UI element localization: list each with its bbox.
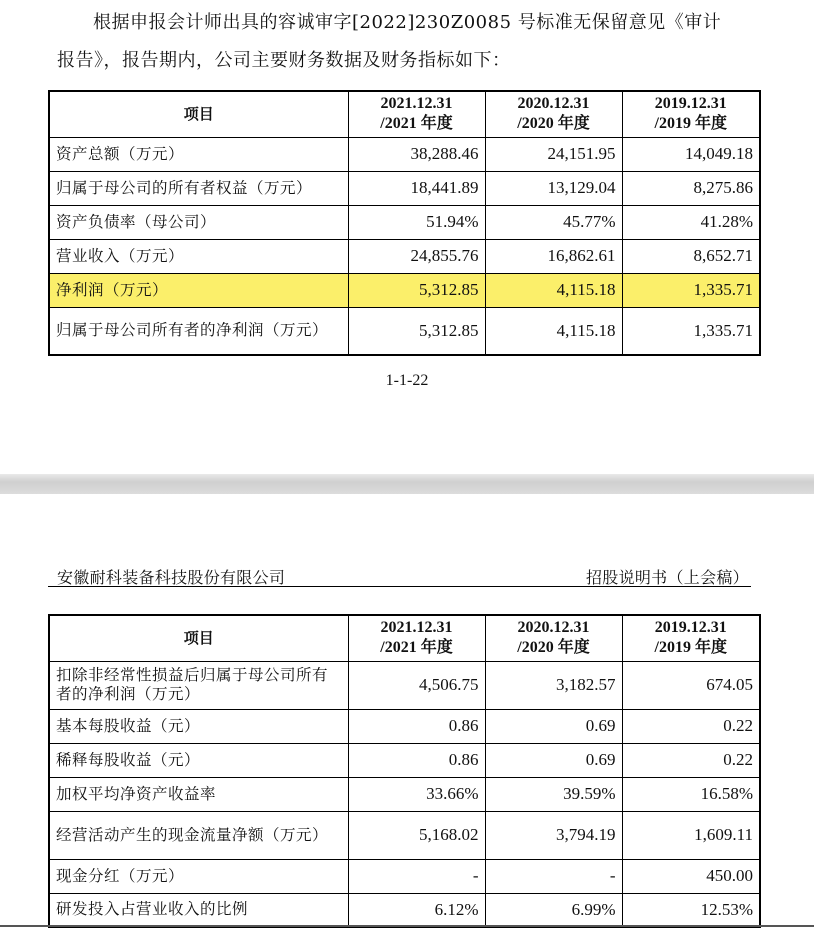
col-header-2019 [622, 91, 760, 137]
table-row [49, 661, 760, 709]
table-row [49, 777, 760, 811]
col-2019-date: 2019.12.31 [654, 95, 727, 113]
col-2021-date: 2021.12.31 [380, 619, 453, 637]
cell-2019: 674.05 [622, 661, 760, 709]
cell-2021: 18,441.89 [348, 171, 485, 205]
cell-2020: 3,794.19 [485, 811, 622, 859]
intro-line-2: 报告》，报告期内，公司主要财务数据及财务指标如下： [57, 50, 511, 71]
cell-2021: 0.86 [348, 709, 485, 743]
document-type: 招股说明书（上会稿） [585, 568, 749, 587]
table-row [49, 743, 760, 777]
cell-2019: 14,049.18 [622, 137, 760, 171]
table-row-highlighted [49, 273, 760, 307]
col-2021-year: /2021 年度 [380, 639, 453, 657]
row-label: 资产总额（万元） [49, 137, 348, 171]
cell-2020: 4,115.18 [485, 307, 622, 355]
col-2020-date: 2020.12.31 [517, 95, 590, 113]
financial-table-1 [48, 90, 761, 356]
cell-2019: 1,609.11 [622, 811, 760, 859]
row-label: 资产负债率（母公司） [49, 205, 348, 239]
cell-2020: 3,182.57 [485, 661, 622, 709]
cell-2021: 6.12% [348, 893, 485, 927]
page-gap [0, 474, 814, 494]
row-label: 经营活动产生的现金流量净额（万元） [49, 811, 348, 859]
intro-line-1: 根据申报会计师出具的容诚审字[2022]230Z0085 号标准无保留意见《审计 [93, 12, 722, 33]
cell-2019: 1,335.71 [622, 273, 760, 307]
col-2020-date: 2020.12.31 [517, 619, 590, 637]
table-row [49, 709, 760, 743]
table-header-row [49, 615, 760, 661]
financial-table-2 [48, 614, 761, 928]
cell-2019: 12.53% [622, 893, 760, 927]
cell-2021: 24,855.76 [348, 239, 485, 273]
cell-2019: 0.22 [622, 709, 760, 743]
row-label: 归属于母公司的所有者权益（万元） [49, 171, 348, 205]
cell-2020: 4,115.18 [485, 273, 622, 307]
col-2019-year: /2019 年度 [654, 115, 727, 133]
row-label: 基本每股收益（元） [49, 709, 348, 743]
col-header-2020 [485, 91, 622, 137]
table-row [49, 171, 760, 205]
col-2021-year: /2021 年度 [380, 115, 453, 133]
table-header-row [49, 91, 760, 137]
row-label: 加权平均净资产收益率 [49, 777, 348, 811]
cell-2021: 5,312.85 [348, 307, 485, 355]
col-header-item: 项目 [49, 91, 348, 137]
row-label: 扣除非经常性损益后归属于母公司所有者的净利润（万元） [49, 661, 348, 709]
cell-2019: 16.58% [622, 777, 760, 811]
intro-paragraph [57, 4, 757, 80]
table-row [49, 893, 760, 927]
bottom-rule [0, 925, 814, 927]
cell-2021: 5,312.85 [348, 273, 485, 307]
table-row [49, 137, 760, 171]
row-label: 净利润（万元） [49, 273, 348, 307]
table-row [49, 239, 760, 273]
cell-2021: 5,168.02 [348, 811, 485, 859]
cell-2019: 0.22 [622, 743, 760, 777]
col-header-2019 [622, 615, 760, 661]
row-label: 稀释每股收益（元） [49, 743, 348, 777]
table-row [49, 307, 760, 355]
col-2021-date: 2021.12.31 [380, 95, 453, 113]
cell-2020: - [485, 859, 622, 893]
header-rule [48, 586, 751, 587]
col-2019-year: /2019 年度 [654, 639, 727, 657]
cell-2019: 8,652.71 [622, 239, 760, 273]
col-2020-year: /2020 年度 [517, 639, 590, 657]
row-label: 营业收入（万元） [49, 239, 348, 273]
cell-2020: 45.77% [485, 205, 622, 239]
cell-2021: 38,288.46 [348, 137, 485, 171]
col-2019-date: 2019.12.31 [654, 619, 727, 637]
col-header-2021 [348, 91, 485, 137]
row-label: 研发投入占营业收入的比例 [49, 893, 348, 927]
cell-2019: 8,275.86 [622, 171, 760, 205]
cell-2020: 39.59% [485, 777, 622, 811]
cell-2021: 33.66% [348, 777, 485, 811]
page-number: 1-1-22 [385, 372, 429, 389]
cell-2021: 4,506.75 [348, 661, 485, 709]
col-header-2021 [348, 615, 485, 661]
cell-2021: 51.94% [348, 205, 485, 239]
col-header-2020 [485, 615, 622, 661]
cell-2019: 450.00 [622, 859, 760, 893]
cell-2020: 24,151.95 [485, 137, 622, 171]
document-page-2 [0, 494, 814, 932]
row-label: 现金分红（万元） [49, 859, 348, 893]
col-2020-year: /2020 年度 [517, 115, 590, 133]
cell-2019: 41.28% [622, 205, 760, 239]
cell-2019: 1,335.71 [622, 307, 760, 355]
cell-2020: 13,129.04 [485, 171, 622, 205]
table-row [49, 859, 760, 893]
table-row [49, 811, 760, 859]
company-name: 安徽耐科装备科技股份有限公司 [57, 568, 286, 587]
cell-2020: 16,862.61 [485, 239, 622, 273]
table-row [49, 205, 760, 239]
col-header-item: 项目 [49, 615, 348, 661]
cell-2020: 0.69 [485, 743, 622, 777]
cell-2021: - [348, 859, 485, 893]
row-label: 归属于母公司所有者的净利润（万元） [49, 307, 348, 355]
cell-2020: 0.69 [485, 709, 622, 743]
cell-2021: 0.86 [348, 743, 485, 777]
cell-2020: 6.99% [485, 893, 622, 927]
